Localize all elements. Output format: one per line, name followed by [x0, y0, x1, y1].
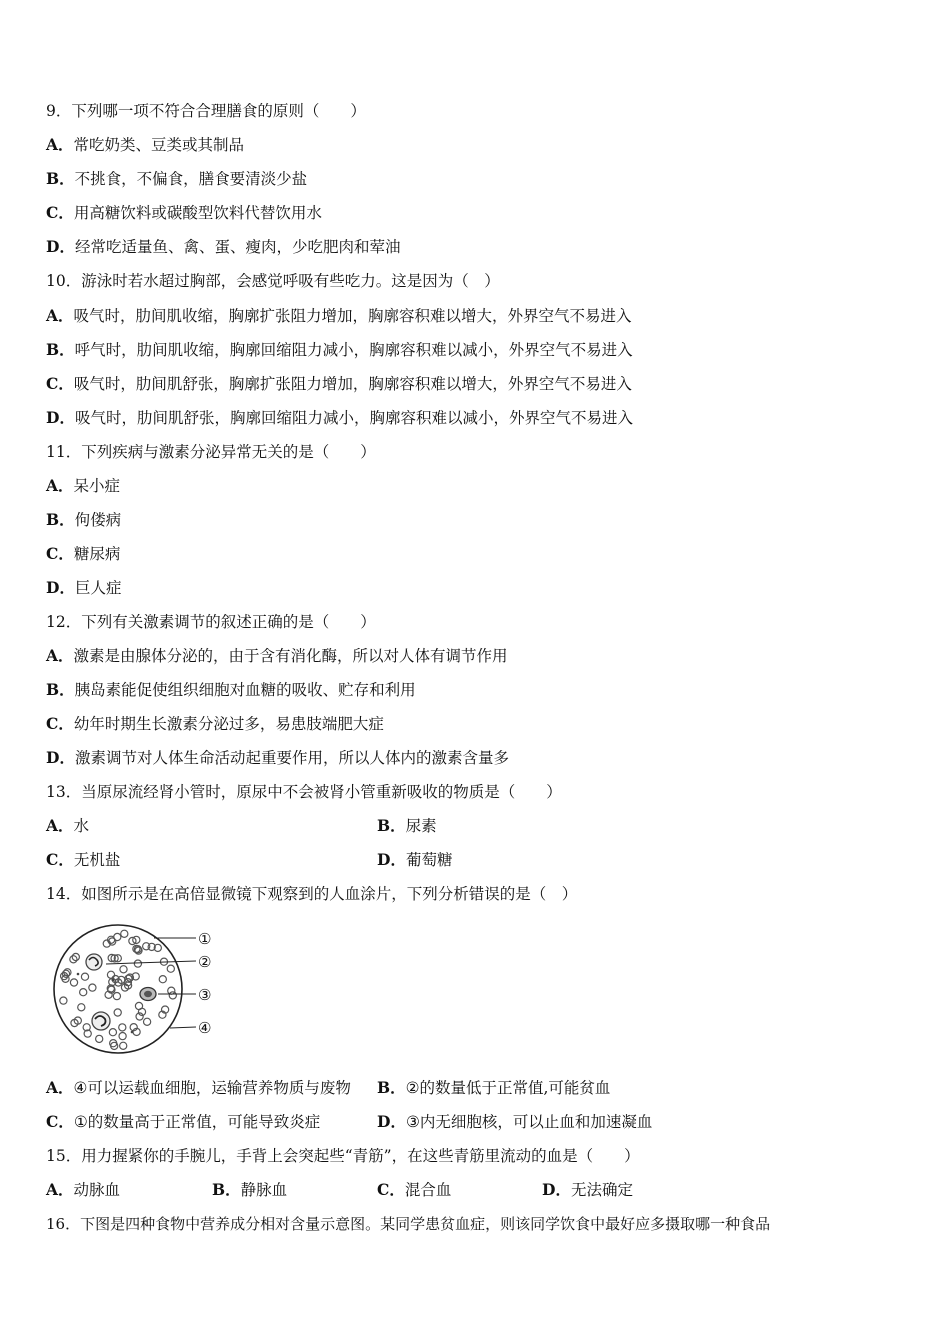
q11-option-d: D．巨人症 [46, 578, 122, 597]
q14-option-d: D．③内无细胞核，可以止血和加速凝血 [377, 1112, 653, 1131]
q13-option-b: B．尿素 [377, 816, 437, 835]
q10-option-c: C．吸气时，肋间肌舒张，胸廓扩张阻力增加，胸廓容积难以增大，外界空气不易进入 [46, 374, 632, 393]
q11-option-a: A．呆小症 [46, 476, 121, 495]
q12-option-b: B．胰岛素能促使组织细胞对血糖的吸收、贮存和利用 [46, 680, 416, 699]
q13-stem: 13．当原尿流经肾小管时，原尿中不会被肾小管重新吸收的物质是（ ） [46, 783, 562, 801]
q9-option-c: C．用高糖饮料或碳酸型饮料代替饮用水 [46, 203, 322, 222]
label-3: ③ [198, 986, 212, 1004]
q12-stem: 12．下列有关激素调节的叙述正确的是（ ） [46, 613, 376, 631]
label-2: ② [198, 953, 212, 971]
q11-option-b: B．佝偻病 [46, 510, 122, 529]
smear-circle [54, 925, 182, 1053]
q15-option-a: A．动脉血 [46, 1180, 121, 1199]
q15-option-b: B．静脉血 [212, 1180, 288, 1199]
q9-option-d: D．经常吃适量鱼、禽、蛋、瘦肉，少吃肥肉和荤油 [46, 237, 401, 256]
q10-option-a: A．吸气时，肋间肌收缩，胸廓扩张阻力增加，胸廓容积难以增大，外界空气不易进入 [46, 306, 632, 325]
q10-stem: 10．游泳时若水超过胸部，会感觉呼吸有些吃力。这是因为（ ） [46, 272, 500, 290]
q13-option-d: D．葡萄糖 [377, 850, 453, 869]
q12-option-d: D．激素调节对人体生命活动起重要作用，所以人体内的激素含量多 [46, 748, 509, 767]
q14-option-b: B．②的数量低于正常值,可能贫血 [377, 1078, 611, 1097]
q9-stem: 9．下列哪一项不符合合理膳食的原则（ ） [46, 102, 366, 120]
q16-stem: 16．下图是四种食物中营养成分相对含量示意图。某同学患贫血症，则该同学饮食中最好应多摄取哪一种食品 [46, 1215, 771, 1233]
blood-smear-figure [50, 922, 230, 1067]
q15-stem: 15．用力握紧你的手腕儿，手背上会突起些“青筋”，在这些青筋里流动的血是（ ） [46, 1147, 640, 1165]
q13-option-c: C．无机盐 [46, 850, 121, 869]
q9-option-a: A．常吃奶类、豆类或其制品 [46, 135, 245, 154]
q11-option-c: C．糖尿病 [46, 544, 121, 563]
q13-option-a: A．水 [46, 816, 90, 835]
label-1: ① [198, 930, 212, 948]
q14-option-a: A．④可以运载血细胞，运输营养物质与废物 [46, 1078, 351, 1097]
q15-option-d: D．无法确定 [542, 1180, 633, 1199]
label-4: ④ [198, 1019, 212, 1037]
q11-stem: 11．下列疾病与激素分泌异常无关的是（ ） [46, 443, 376, 461]
q10-option-d: D．吸气时，肋间肌舒张，胸廓回缩阻力减小，胸廓容积难以减小，外界空气不易进入 [46, 408, 633, 427]
q10-option-b: B．呼气时，肋间肌收缩，胸廓回缩阻力减小，胸廓容积难以减小，外界空气不易进入 [46, 340, 633, 359]
q9-option-b: B．不挑食，不偏食，膳食要清淡少盐 [46, 169, 308, 188]
q12-option-a: A．激素是由腺体分泌的，由于含有消化酶，所以对人体有调节作用 [46, 646, 508, 665]
q14-option-c: C．①的数量高于正常值，可能导致炎症 [46, 1112, 321, 1131]
q12-option-c: C．幼年时期生长激素分泌过多，易患肢端肥大症 [46, 714, 384, 733]
q14-stem: 14．如图所示是在高倍显微镜下观察到的人血涂片，下列分析错误的是（ ） [46, 885, 578, 903]
q15-option-c: C．混合血 [377, 1180, 452, 1199]
